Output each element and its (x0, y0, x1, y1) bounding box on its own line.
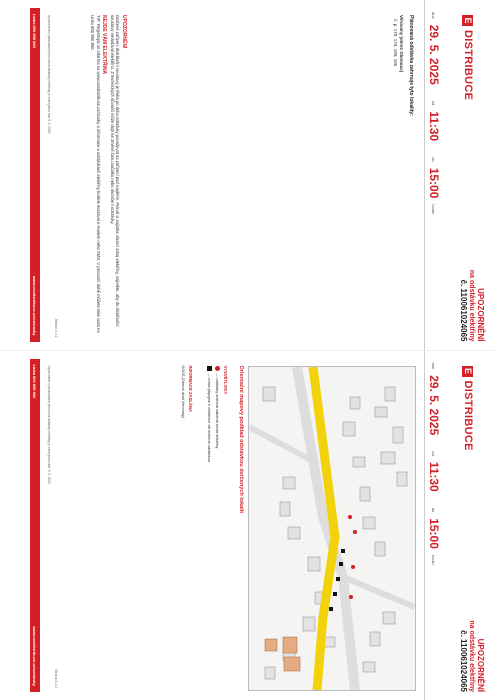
outage-map (248, 366, 416, 691)
title-line-1: UPOZORNĚNÍ (476, 270, 485, 342)
legend-heading: VYSVĚTLIVKY (223, 366, 228, 689)
brand-name: DISTRIBUCE (462, 30, 474, 100)
outage-from: 11:30 (427, 462, 441, 492)
info-text: ÚOÚS (Obecní úřad Věrovany) (181, 366, 185, 689)
brand-name: DISTRIBUCE (462, 381, 474, 451)
notice-text: Dotčené zařízení distribuční soustavy je třeba po dobu odstávky považovat za zařízení pod napětím. Pokud si zajistíte vlastní zdroj elektřiny, zajistěte, aby do distribuční soustavy nedodával elektřinu. Z technických důvodů může dojít ke změně času začátku nebo ukončení odstávky. (110, 15, 121, 338)
footer-note: Upozornění o plánovaném přerušení dodávky elektřiny je zveřejněno dne 9. 5. 2025 (47, 366, 51, 689)
outage-to: 15:00 (427, 518, 441, 549)
footer-web-link[interactable]: www.cezdistribuce.cz/odstavky (33, 626, 38, 686)
title-line-2: na odstávku elektřiny (467, 270, 476, 342)
notice-heading: UPOZORNĚNÍ (121, 15, 127, 338)
info-heading: INFORMACE ZASLÁNA (188, 366, 193, 689)
legend-item-label: — místa připojení k elektrické síti dotčená odstávkou (208, 374, 212, 463)
hodin-label: hodin (431, 555, 436, 565)
hodin-label: hodin (431, 204, 436, 214)
do-label: do (431, 157, 436, 161)
footer-bar (30, 359, 40, 693)
do-label: do (431, 508, 436, 512)
notice-number: č. 110061024065 (459, 620, 468, 692)
notice-title (459, 620, 485, 692)
legend-item-connection (207, 366, 212, 689)
footer-bar (30, 8, 40, 342)
den-label: dne (431, 12, 436, 19)
footer-phone: Linka 800 850 860 (33, 365, 38, 399)
brand-logo-icon: E (463, 15, 474, 26)
footer-phone: Linka 800 850 860 (33, 14, 38, 48)
notice-page-2 (0, 350, 494, 700)
legend-item-consumption (215, 366, 220, 689)
locality-numbers: č. p. 178, 179, 180, 185 (392, 19, 398, 338)
page-number: Strana 1 z 2 (54, 319, 58, 338)
planned-heading: Plánovaná odstávka zahrnuje tyto lokality: (408, 15, 414, 338)
notice-section (90, 15, 126, 338)
legend-item-label: — odstávky dotčená odběrná místa elektřiny (216, 374, 220, 449)
outage-to: 15:00 (427, 168, 441, 199)
outage-datebar (424, 0, 454, 350)
outage-from: 11:30 (427, 111, 441, 141)
outage-datebar (424, 351, 454, 700)
od-label: od (431, 451, 436, 455)
map-graphic (249, 367, 415, 690)
outage-date: 29. 5. 2025 (427, 25, 441, 85)
map-legend (181, 366, 244, 689)
locality-name: Věrovany (okres Olomouc) (398, 15, 404, 338)
black-square-icon (207, 366, 212, 371)
map-title: Orientační mapový podklad odstávkou dotčených lokalit (238, 366, 244, 689)
brand-logo-icon: E (463, 366, 474, 377)
red-dot-icon (215, 366, 220, 371)
nejde-heading: NEJDE VÁM ELEKTŘINA (101, 15, 107, 338)
title-line-2: na odstávku elektřiny (467, 620, 476, 692)
outage-date: 29. 5. 2025 (427, 375, 441, 435)
brand-logo (462, 15, 474, 100)
den-label: dne (431, 363, 436, 370)
page-number: Strana 2 z 2 (54, 669, 58, 688)
brand-logo (462, 366, 474, 451)
footer-web-link[interactable]: www.cezdistribuce.cz/odstavky (33, 276, 38, 336)
locality-section (392, 15, 414, 338)
od-label: od (431, 101, 436, 105)
notice-number: č. 110061024065 (459, 270, 468, 342)
notice-title (459, 270, 485, 342)
title-line-1: UPOZORNĚNÍ (476, 620, 485, 692)
tip-text: TIP: Registrujte se zdarma na www.cezdistribuce.cz/sluzby a informace o odstávkách elektřiny budete dostávat e-mailem nebo SMS. V provozní době můžete také volat na Linku 800 850 860. (90, 15, 101, 338)
footer-note: Upozornění o plánovaném přerušení dodávky elektřiny je zveřejněno dne 9. 5. 2025 (47, 15, 51, 338)
